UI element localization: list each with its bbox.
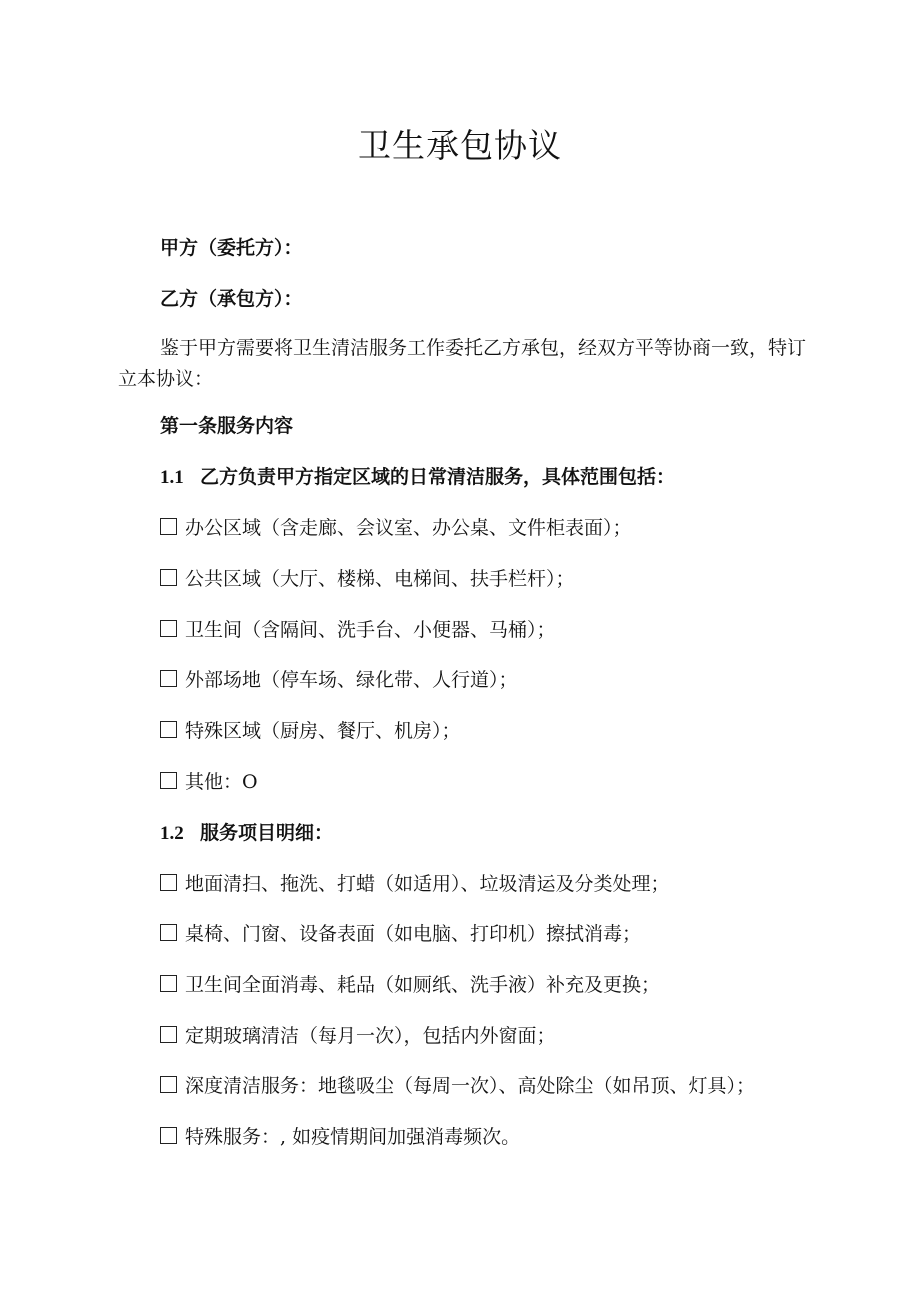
list-item-text: 公共区域（大厅、楼梯、电梯间、扶手栏杆）； (185, 568, 575, 590)
party-a-label: 甲方（委托方）： (160, 237, 303, 259)
list-item (160, 1021, 556, 1051)
list-item-text: 外部场地（停车场、绿化带、人行道）； (185, 669, 518, 691)
list-item-text: 桌椅、门窗、设备表面（如电脑、打印机）擦拭消毒； (185, 923, 642, 945)
list-item (160, 869, 670, 899)
section-text: 乙方负责甲方指定区域的日常清洁服务，具体范围包括： (200, 466, 676, 488)
preamble-paragraph: 鉴于甲方需要将卫生清洁服务工作委托乙方承包，经双方平等协商一致，特订立本协议： (118, 337, 807, 390)
checkbox-icon[interactable] (160, 670, 177, 687)
section-number: 1.2 (160, 823, 184, 844)
list-item-text: 其他：O (185, 771, 258, 793)
list-item (160, 767, 258, 797)
checkbox-icon[interactable] (160, 1026, 177, 1043)
checkbox-icon[interactable] (160, 569, 177, 586)
list-item-text: 卫生间（含隔间、洗手台、小便器、马桶）； (185, 619, 556, 641)
list-item-text: 卫生间全面消毒、耗品（如厕纸、洗手液）补充及更换； (185, 974, 661, 996)
list-item-text: 深度清洁服务：地毯吸尘（每周一次）、高处除尘（如吊顶、灯具）； (185, 1075, 756, 1097)
checkbox-icon[interactable] (160, 1076, 177, 1093)
checkbox-icon[interactable] (160, 721, 177, 738)
list-item-text: 地面清扫、拖洗、打蜡（如适用）、垃圾清运及分类处理； (185, 873, 670, 895)
list-item (160, 513, 632, 543)
list-item (160, 716, 461, 746)
checkbox-icon[interactable] (160, 924, 177, 941)
checkbox-icon[interactable] (160, 1127, 177, 1144)
list-item (160, 665, 518, 695)
section-number: 1.1 (160, 467, 184, 488)
list-item (160, 1071, 755, 1101)
list-item (160, 615, 556, 645)
list-item-text: 定期玻璃清洁（每月一次），包括内外窗面； (185, 1025, 556, 1047)
checkbox-icon[interactable] (160, 620, 177, 637)
checkbox-icon[interactable] (160, 518, 177, 535)
list-item (160, 919, 641, 949)
document-title: 卫生承包协议 (358, 126, 562, 165)
section-1-2-heading (160, 818, 333, 849)
section-text: 服务项目明细： (200, 822, 334, 844)
party-b-label: 乙方（承包方）： (160, 288, 303, 310)
checkbox-icon[interactable] (160, 874, 177, 891)
list-item-text: 特殊服务：, 如疫情期间加强消毒频次。 (185, 1126, 521, 1148)
list-item (160, 970, 660, 1000)
list-item (160, 1122, 520, 1152)
list-item-text: 办公区域（含走廊、会议室、办公桌、文件柜表面）； (185, 517, 632, 539)
checkbox-icon[interactable] (160, 975, 177, 992)
section-1-1-heading (160, 462, 675, 493)
list-item (160, 564, 575, 594)
article-1-heading: 第一条服务内容 (160, 415, 294, 437)
list-item-text: 特殊区域（厨房、餐厅、机房）； (185, 720, 461, 742)
checkbox-icon[interactable] (160, 772, 177, 789)
